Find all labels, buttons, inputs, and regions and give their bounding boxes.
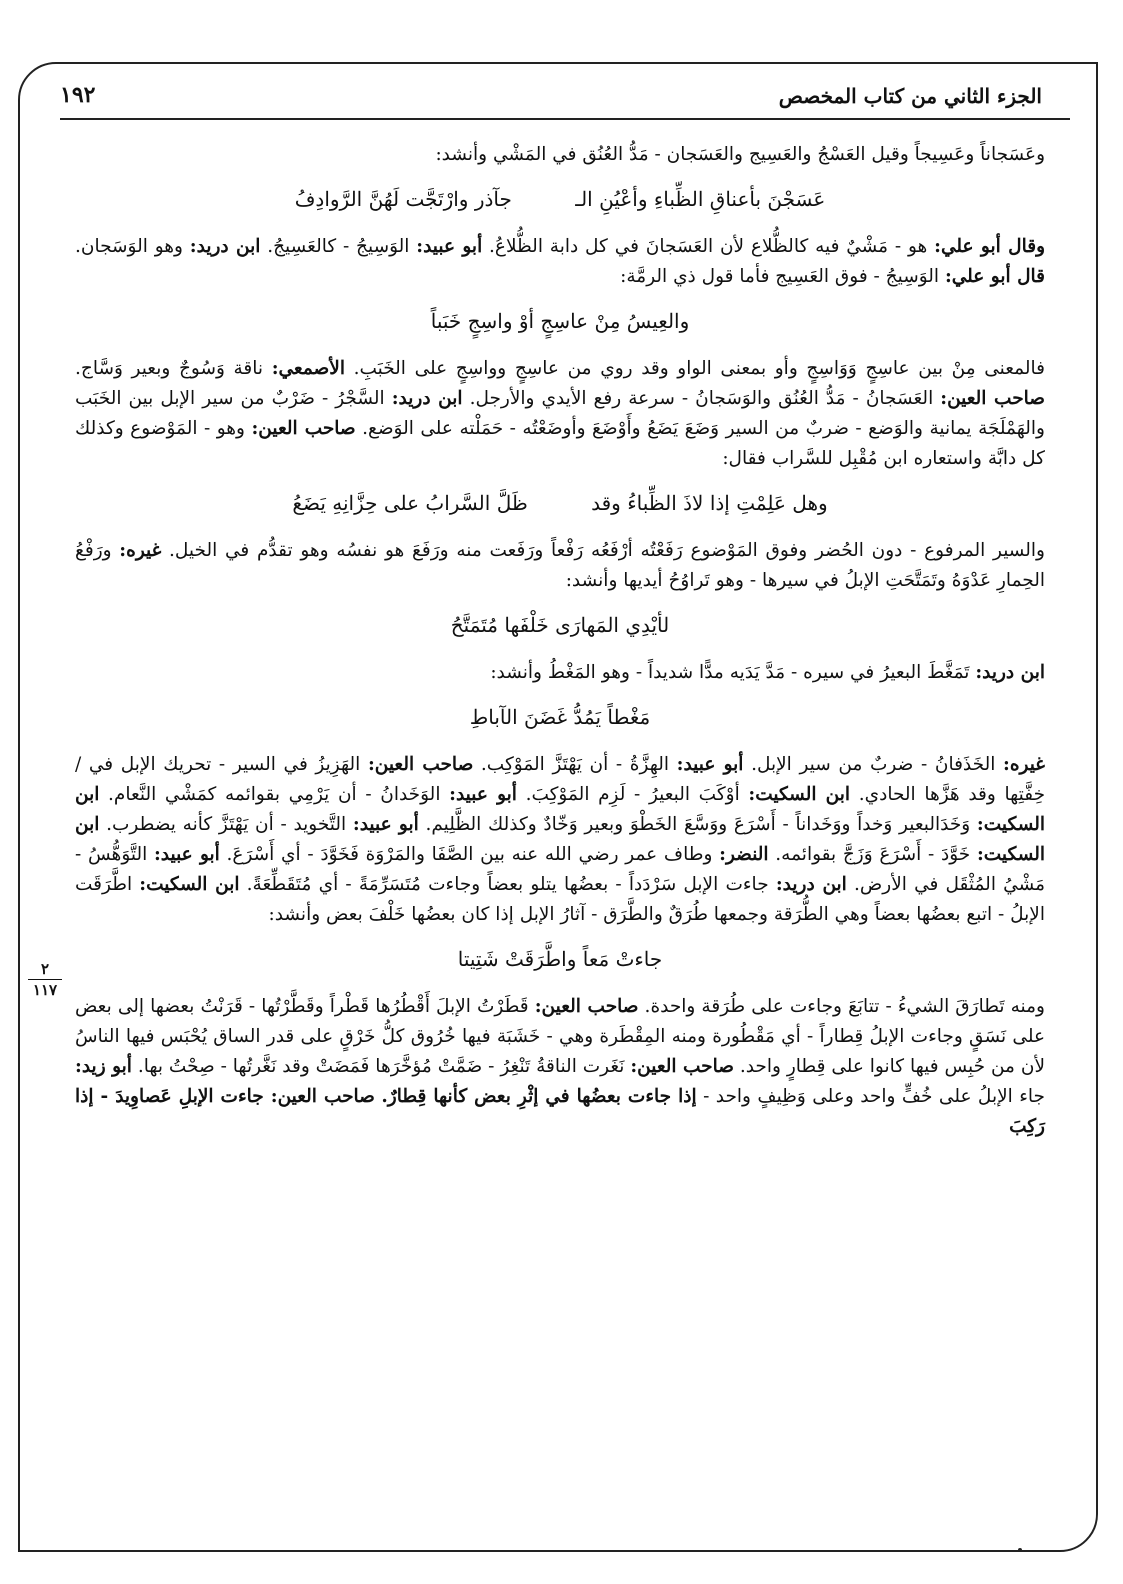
verse xyxy=(75,184,1045,214)
verse xyxy=(75,488,1045,518)
scan-speck xyxy=(1018,1548,1022,1552)
page-header xyxy=(60,78,1060,118)
verse-hemistich: وهل عَلِمْتِ إذا لاذَ الظِّباءُ وقد xyxy=(591,491,828,515)
verse xyxy=(75,702,1045,732)
paragraph: ومنه تَطارَقَ الشيءُ - تتابَعَ وجاءت على طُرَقة واحدة. صاحب العين: قَطَرْتُ الإبلَ أَقْطُرُها قَطْراً وقَطَّرْتُها - قَرَنْتُ بعضها إلى بعض على نَسَقٍ وجاءت الإبلُ قِطاراً - أي مَقْطُورة ومنه المِقْطَرة وهي - خَشَبَة فيها خُرُوق كلُّ خَرْقٍ على قدر الساق يُحْبَس فيها الناسُ لأن من حُبِس فيها كانوا على قِطارٍ واحد. صاحب العين: نَغَرت الناقةُ تَنْغِرُ - ضَمَّتْ مُؤخَّرَها فَمَضَتْ وقد نَغَّرتُها - صِحْتُ بها. أبو زيد: جاء الإبلُ على خُفٍّ واحد وعلى وَظِيفٍ واحد - إذا جاءت بعضُها في إثْرِ بعض كأنها قِطارٌ. صاحب العين: جاءت الإبلِ عَصاوِيدَ - إذا رَكِبَ xyxy=(75,996,1045,1137)
verse-hemistich: عَسَجْنَ بأعناقِ الظِّباءِ وأعْيُنِ الـ xyxy=(575,187,826,211)
verse xyxy=(75,610,1045,640)
margin-reference xyxy=(22,960,68,999)
verse xyxy=(75,944,1045,974)
verse-hemistich: والعِيسُ مِنْ عاسِجٍ أوْ واسِجٍ خَبَباً xyxy=(430,309,690,333)
margin-reference-rule xyxy=(28,979,62,980)
verse-hemistich: لأيْدِي المَهارَى خَلْفَها مُتَمَتَّحُ xyxy=(450,613,670,637)
margin-reference-bottom: ١١٧ xyxy=(32,981,58,999)
paragraph: غيره: الخَذَفانُ - ضربٌ من سير الإبل. أبو عبيد: الهِزَّةُ - أن يَهْتَزَّ المَوْكِب. صاحب العين: الهَزِيزُ في السير - تحريك الإبل في / خِفَّتِها وقد هَزَّها الحادي. ابن السكيت: أوْكَبَ البعيرُ - لَزِم المَوْكِبَ. أبو عبيد: الوَخَدانُ - أن يَرْمِي بقوائمه كمَشْي النَّعام. ابن السكيت: وَخَدَالبعير وَخداً ووَخَداناً - أَسْرَعَ ووَسَّعَ الخَطْوَ وبعير وَخّادٌ وكذلك الظَّلِيم. أبو عبيد: التَّخويد - أن يَهْتَزَّ كأنه يضطرب. ابن السكيت: خَوَّدَ - أَسْرَعَ وَزَجَّ بقوائمه. النضر: وطاف عمر رضي الله عنه بين الصَّفَا والمَرْوَة فَخَوَّدَ - أي أَسْرَعَ. أبو عبيد: التَّوَهُّسُ - مَشْيُ المُثْقَل في الأرض. ابن دريد: جاءت الإبل سَرْدَداً - بعضُها يتلو بعضاً وجاءت مُتَسَرِّمَةً - أي مُتَقَطِّعَةً. ابن السكيت: اطَّرَقَت الإبلُ - اتبع بعضُها بعضاً وهي الطُّرَقة وجمعها طُرَقٌ والطَّرَق - آثارُ الإبل إذا كان بعضُها خَلْفَ بعض وأنشد: xyxy=(75,754,1046,925)
verse xyxy=(75,306,1045,336)
verse-hemistich: جآذر وارْتَجَّت لَهُنَّ الرَّوادِفُ xyxy=(294,187,512,211)
paragraph: وعَسَجاناً وعَسِيجاً وقيل العَسْجُ والعَسِيج والعَسَجان - مَدُّ العُنُق في المَشْي وأنشد: xyxy=(435,144,1045,165)
paragraph: والسير المرفوع - دون الحُضر وفوق المَوْضوع رَفَعْتُه أرْفَعُه رَفْعاً ورَفَعت منه ورَفَعَ هو نفسُه وهو تقدُّم في الخيل. غيره: ورَفْعُ الحِمارِ عَدْوَهُ وتَمَتَّحَتِ الإبلُ في سيرها - وهو تَراوُحُ أيديها وأنشد: xyxy=(75,540,1045,591)
paragraph: ابن دريد: تَمَغَّطَ البعيرُ في سيره - مَدَّ يَدَيه مدًّا شديداً - وهو المَغْطُ وأنشد: xyxy=(490,662,1045,683)
paragraph: وقال أبو علي: هو - مَشْيٌ فيه كالظُّلاع لأن العَسَجانَ في كل دابة الظُّلاعُ. أبو عبيد: الوَسِيجُ - كالعَسِيجُ. ابن دريد: وهو الوَسَجان. قال أبو علي: الوَسِيجُ - فوق العَسِيج فأما قول ذي الرمَّة: xyxy=(75,236,1046,287)
verse-hemistich: جاءتْ مَعاً واطَّرَقَتْ شَتِيتا xyxy=(457,947,663,971)
margin-reference-top: ٢ xyxy=(40,960,50,978)
paragraph: فالمعنى مِنْ بين عاسِجٍ وَوَاسِجٍ وأو بمعنى الواو وقد روي من عاسِجٍ وواسِجٍ على الخَبَبِ. الأصمعي: ناقة وَسُوجٌ وبعير وَسَّاج. صاحب العين: العَسَجانُ - مَدُّ العُنُق والوَسَجانُ - سرعة رفع الأيدي والأرجل. ابن دريد: السَّجْرُ - ضَرْبٌ من سير الإبل بين الخَبَب والهَمْلَجَة يمانية والوَضع - ضربٌ من السير وَضَعَ يَضَعُ وأَوْضَعَ وأوضَعْتُه - حَمَلْته على الوَضع. صاحب العين: وهو - المَوْضوع وكذلك كل دابَّة واستعاره ابن مُقْبِل للسَّراب فقال: xyxy=(75,358,1045,469)
verse-hemistich: مَغْطاً يَمُدُّ غَضَنَ الآباطِ xyxy=(469,705,651,729)
page-number: ١٩٢ xyxy=(60,82,96,108)
verse-hemistich: ظَلَّ السَّرابُ على حِزَّانِهِ يَضَعُ xyxy=(292,491,528,515)
page-body xyxy=(75,140,1045,1156)
running-title: الجزء الثاني من كتاب المخصص xyxy=(778,84,1042,108)
header-divider xyxy=(60,118,1070,120)
